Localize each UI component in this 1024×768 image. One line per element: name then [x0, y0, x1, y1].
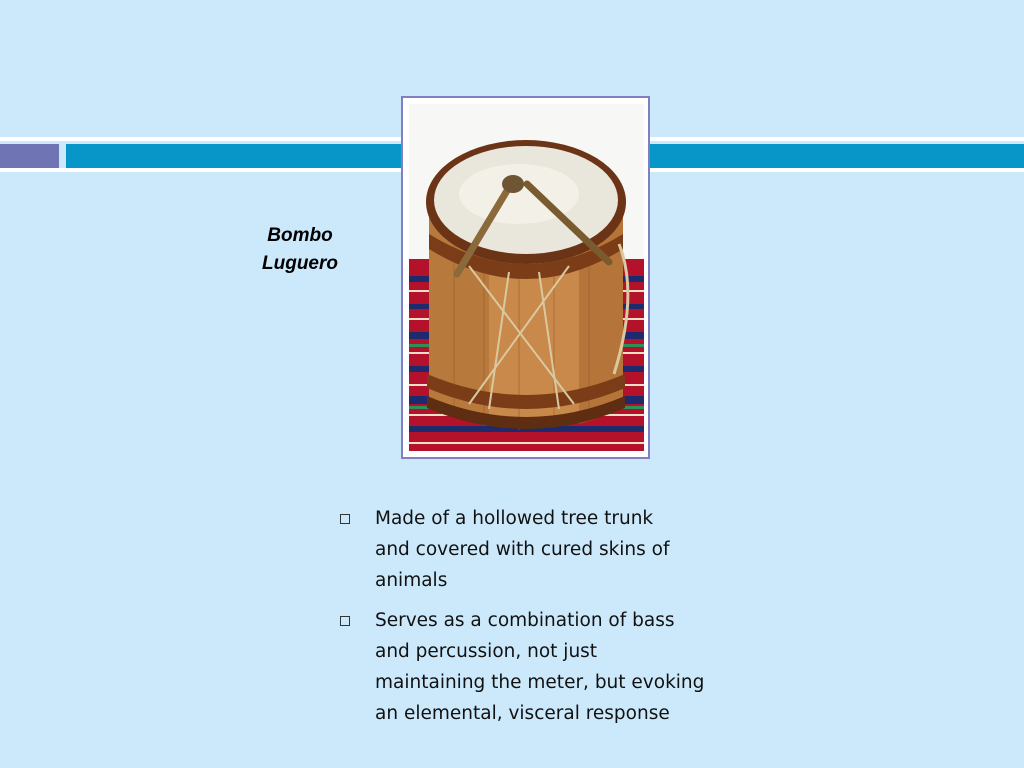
bullet-line: an elemental, visceral response	[375, 703, 670, 724]
bullet-list	[340, 503, 740, 738]
caption-line-2: Luguero	[262, 253, 338, 274]
drum-photo-frame	[401, 96, 650, 459]
caption-line-1: Bombo	[267, 225, 333, 246]
square-bullet-icon	[340, 616, 350, 626]
bullet-item	[340, 605, 740, 729]
bullet-line: Serves as a combination of bass	[375, 610, 675, 631]
bullet-item	[340, 503, 740, 596]
bombo-drum-photo	[409, 104, 644, 451]
bullet-line: and covered with cured skins of	[375, 539, 670, 560]
bullet-line: maintaining the meter, but evoking	[375, 672, 705, 693]
square-bullet-icon	[340, 514, 350, 524]
header-accent-block	[0, 144, 59, 168]
bullet-line: Made of a hollowed tree trunk	[375, 508, 654, 529]
bullet-line: animals	[375, 570, 448, 591]
bullet-line: and percussion, not just	[375, 641, 598, 662]
drum-caption	[240, 222, 360, 278]
